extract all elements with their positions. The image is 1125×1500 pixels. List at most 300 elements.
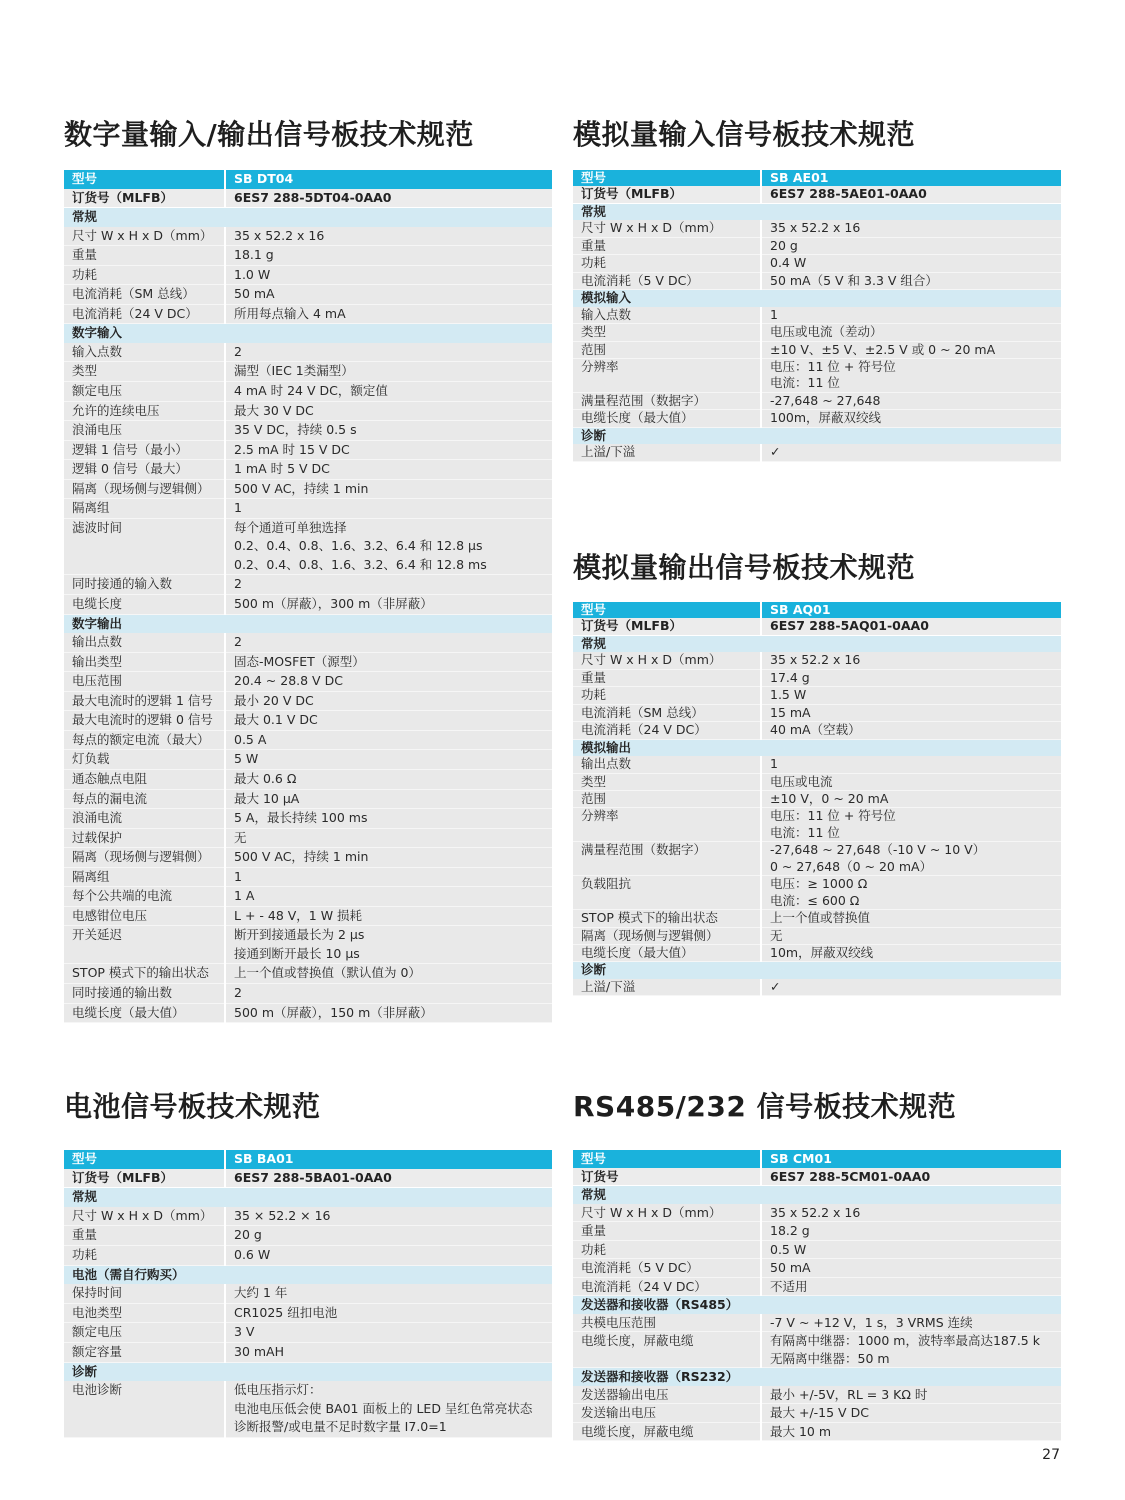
spec-label: 分辨率: [573, 358, 761, 392]
spec-value-line: 0.4 W: [770, 255, 807, 271]
spec-label: 功耗: [64, 1245, 225, 1265]
spec-label: 重量: [573, 1222, 761, 1241]
spec-value: [761, 773, 1061, 790]
spec-label: 重量: [573, 237, 761, 254]
spec-label: 最大电流时的逻辑 1 信号: [64, 691, 225, 711]
spec-value-line: 35 × 52.2 × 16: [234, 1207, 331, 1223]
spec-value-line: 最大 0.1 V DC: [234, 712, 318, 728]
spec-value-line: 低电压指示灯：: [234, 1382, 322, 1398]
spec-value-line: 20.4 ~ 28.8 V DC: [234, 673, 343, 689]
spec-value-line: 无: [234, 829, 247, 845]
spec-value-line: 无: [770, 927, 783, 943]
spec-value-line: 最大 10 μA: [234, 790, 300, 806]
table-row: [573, 669, 1061, 686]
table-row: [64, 1003, 552, 1023]
spec-value: [761, 756, 1061, 773]
spec-label: 浪涌电压: [64, 421, 225, 441]
table-header-row: [64, 1150, 552, 1169]
spec-value-line: 4 mA 时 24 V DC，额定值: [234, 383, 388, 399]
spec-value-line: 500 m（屏蔽），150 m（非屏蔽）: [234, 1004, 433, 1020]
group-label: 数字输出: [64, 614, 552, 633]
spec-label: 允许的连续电压: [64, 401, 225, 421]
spec-label: 逻辑 1 信号（最小）: [64, 440, 225, 460]
table-row: [64, 1226, 552, 1246]
spec-value-line: ✓: [770, 444, 781, 460]
spec-label: 电流消耗（5 V DC）: [573, 272, 761, 289]
group-header-row: [573, 1368, 1061, 1386]
spec-value-line: 1: [234, 868, 242, 884]
spec-value-line: 最小 +/-5V，RL = 3 KΩ 时: [770, 1386, 928, 1402]
table-row: [64, 711, 552, 731]
spec-value: [761, 618, 1061, 635]
spec-value: [225, 1323, 552, 1343]
spec-value: [225, 479, 552, 499]
group-label: 数字输入: [64, 324, 552, 343]
spec-value: [761, 910, 1061, 927]
spec-value: [225, 285, 552, 305]
spec-label: 隔离（现场侧与逻辑侧）: [64, 479, 225, 499]
spec-value-line: L + - 48 V，1 W 损耗: [234, 907, 363, 923]
spec-label: 订货号（MLFB）: [64, 189, 225, 208]
group-header-row: [573, 962, 1061, 979]
spec-value-line: CR1025 纽扣电池: [234, 1304, 338, 1320]
spec-value: [761, 220, 1061, 237]
spec-value-line: 2: [234, 984, 242, 1000]
group-label: 诊断: [573, 427, 1061, 444]
group-label: 诊断: [64, 1362, 552, 1381]
table-row: [573, 255, 1061, 272]
table-row: [64, 421, 552, 441]
spec-value: [761, 808, 1061, 842]
table-row: [64, 1342, 552, 1362]
spec-value-line: 上一个值或替换值: [770, 910, 871, 926]
spec-label: 电流消耗（24 V DC）: [573, 1277, 761, 1296]
spec-value-line: 1.5 W: [770, 687, 807, 703]
spec-label: 电流消耗（24 V DC）: [64, 304, 225, 324]
spec-value: [761, 722, 1061, 739]
spec-value-line: 电压：11 位 + 符号位: [770, 358, 896, 374]
spec-value: [761, 1168, 1061, 1186]
spec-label: 满量程范围（数据字）: [573, 842, 761, 876]
table-row: [64, 633, 552, 652]
spec-value: [225, 887, 552, 907]
spec-value-line: 500 V AC，持续 1 min: [234, 480, 369, 496]
spec-value: [225, 382, 552, 402]
table-row: [64, 652, 552, 672]
spec-value: [761, 1422, 1061, 1441]
table-row: [64, 362, 552, 382]
spec-label: 输出点数: [573, 756, 761, 773]
spec-value: [761, 945, 1061, 962]
spec-value-line: 断开到接通最长为 2 μs: [234, 927, 365, 943]
group-header-row: [573, 203, 1061, 220]
spec-label: 负载阻抗: [573, 876, 761, 910]
spec-value: [761, 358, 1061, 392]
spec-value-line: 6ES7 288-5CM01-0AA0: [770, 1168, 931, 1184]
spec-value-line: 有隔离中继器：1000 m，波特率最高达187.5 k: [770, 1333, 1040, 1348]
spec-value-line: 电池电压低会使 BA01 面板上的 LED 呈红色常亮状态: [234, 1400, 533, 1416]
spec-value-line: 电压或电流: [770, 773, 833, 789]
spec-label: 订货号（MLFB）: [573, 186, 761, 203]
spec-label: STOP 模式下的输出状态: [573, 910, 761, 927]
spec-value-line: 电压：11 位 + 符号位: [770, 808, 896, 824]
table-row: [64, 1303, 552, 1323]
group-header-row: [64, 614, 552, 633]
table-row: [573, 272, 1061, 289]
spec-value: [761, 927, 1061, 944]
group-header-row: [573, 739, 1061, 756]
spec-value: [225, 1381, 552, 1437]
spec-value-line: 20 g: [770, 237, 798, 253]
spec-value: [761, 1404, 1061, 1423]
table-row: [573, 945, 1061, 962]
spec-value: [225, 691, 552, 711]
spec-value: [225, 730, 552, 750]
spec-value: [225, 460, 552, 480]
spec-label: 电感钳位电压: [64, 906, 225, 926]
spec-table-ba01: [64, 1150, 552, 1438]
table-row: [573, 1240, 1061, 1259]
spec-label: 尺寸 W x H x D（mm）: [64, 1207, 225, 1226]
spec-value: [761, 272, 1061, 289]
spec-value: [761, 444, 1061, 461]
spec-value-line: 2: [234, 634, 242, 650]
table-row: [573, 237, 1061, 254]
table-row: [573, 876, 1061, 910]
spec-value-line: 3 V: [234, 1324, 255, 1340]
table-row: [64, 499, 552, 519]
group-label: 发送器和接收器（RS485）: [573, 1296, 1061, 1314]
table-row: [573, 392, 1061, 409]
spec-value: [225, 362, 552, 382]
spec-label: 电流消耗（SM 总线）: [64, 285, 225, 305]
spec-label: 满量程范围（数据字）: [573, 392, 761, 409]
table-row: [64, 672, 552, 692]
spec-label: 输入点数: [573, 307, 761, 324]
spec-label: 电池诊断: [64, 1381, 225, 1437]
table-row: [573, 842, 1061, 876]
spec-value: [225, 518, 552, 575]
spec-label: 电流消耗（5 V DC）: [573, 1259, 761, 1278]
spec-label: 类型: [64, 362, 225, 382]
table-row: [64, 1207, 552, 1226]
spec-value: [225, 1284, 552, 1303]
spec-value-line: 6ES7 288-5AQ01-0AA0: [770, 618, 929, 634]
spec-value-line: 6ES7 288-5BA01-0AA0: [234, 1169, 392, 1185]
spec-label: 滤波时间: [64, 518, 225, 575]
table-header-row: [573, 1150, 1061, 1168]
spec-label: 电缆长度，屏蔽电缆: [573, 1422, 761, 1441]
table-row: [573, 687, 1061, 704]
group-label: 发送器和接收器（RS232）: [573, 1368, 1061, 1386]
spec-label: 分辨率: [573, 808, 761, 842]
spec-value-line: 35 x 52.2 x 16: [770, 652, 861, 668]
spec-label: 尺寸 W x H x D（mm）: [64, 227, 225, 246]
group-label: 常规: [64, 208, 552, 227]
order-number-row: [573, 186, 1061, 203]
spec-label: 类型: [573, 773, 761, 790]
spec-table-ae01: [573, 170, 1061, 462]
spec-label: 输出点数: [64, 633, 225, 652]
group-label: 模拟输出: [573, 739, 1061, 756]
spec-label: 输入点数: [64, 343, 225, 362]
spec-label: 电缆长度（最大值）: [573, 945, 761, 962]
table-row: [64, 246, 552, 266]
spec-value-line: 18.2 g: [770, 1223, 810, 1238]
spec-label: 尺寸 W x H x D（mm）: [573, 220, 761, 237]
spec-value-line: 2: [234, 343, 242, 359]
spec-label: 保持时间: [64, 1284, 225, 1303]
spec-label: 尺寸 W x H x D（mm）: [573, 1204, 761, 1222]
spec-value-line: 0.5 W: [770, 1241, 807, 1257]
spec-value: [225, 906, 552, 926]
group-header-row: [573, 1186, 1061, 1204]
spec-value-line: 2: [234, 576, 242, 592]
spec-value: [225, 343, 552, 362]
spec-label: 发送器输出电压: [573, 1386, 761, 1404]
spec-value-line: 最大 10 m: [770, 1423, 832, 1439]
page-number: 27: [1042, 1447, 1060, 1463]
spec-value: [761, 1332, 1061, 1368]
spec-value-line: 接通到断开最长 10 μs: [234, 945, 360, 961]
spec-value-line: -27,648 ~ 27,648（-10 V ~ 10 V）: [770, 842, 986, 858]
spec-value: [761, 307, 1061, 324]
spec-label: 尺寸 W x H x D（mm）: [573, 652, 761, 669]
spec-value-line: 1: [770, 756, 778, 772]
table-row: [64, 304, 552, 324]
spec-value: [225, 265, 552, 285]
spec-label: 订货号（MLFB）: [573, 618, 761, 635]
spec-value-line: 1: [770, 306, 778, 322]
spec-value: [761, 237, 1061, 254]
order-number-row: [64, 189, 552, 208]
spec-value-line: 10m，屏蔽双绞线: [770, 945, 874, 961]
table-row: [573, 1422, 1061, 1441]
table-row: [573, 704, 1061, 721]
table-row: [64, 479, 552, 499]
spec-label: 开关延迟: [64, 926, 225, 964]
table-row: [64, 730, 552, 750]
spec-value: [761, 186, 1061, 203]
spec-value: [225, 848, 552, 868]
spec-label: 通态触点电阻: [64, 769, 225, 789]
header-model-cell: SB BA01: [225, 1150, 552, 1169]
table-row: [64, 575, 552, 595]
table-row: [64, 964, 552, 984]
spec-value-line: 500 V AC，持续 1 min: [234, 849, 369, 865]
table-row: [64, 887, 552, 907]
spec-value: [761, 1314, 1061, 1332]
spec-label: 电压范围: [64, 672, 225, 692]
group-label: 常规: [573, 203, 1061, 220]
spec-table-aq01: [573, 602, 1061, 996]
spec-label: 电缆长度，屏蔽电缆: [573, 1332, 761, 1368]
group-header-row: [64, 324, 552, 343]
table-row: [64, 691, 552, 711]
spec-value-line: 大约 1 年: [234, 1285, 288, 1301]
table-row: [64, 789, 552, 809]
spec-label: 每点的漏电流: [64, 789, 225, 809]
table-row: [64, 595, 552, 615]
spec-value-line: 100m，屏蔽双绞线: [770, 410, 882, 426]
spec-value: [761, 1204, 1061, 1222]
table-header-row: [573, 602, 1061, 618]
spec-label: STOP 模式下的输出状态: [64, 964, 225, 984]
spec-value-line: 35 x 52.2 x 16: [234, 227, 325, 243]
spec-value: [761, 1222, 1061, 1241]
spec-value: [761, 324, 1061, 341]
spec-label: 电流消耗（SM 总线）: [573, 704, 761, 721]
spec-value-line: 上一个值或替换值（默认值为 0）: [234, 965, 421, 981]
table-row: [573, 444, 1061, 461]
spec-value-line: 5 A，最长持续 100 ms: [234, 810, 368, 826]
spec-value-line: 5 W: [234, 751, 259, 767]
spec-value-line: 电流：11 位: [770, 375, 840, 391]
spec-value: [225, 983, 552, 1003]
spec-value-line: 最小 20 V DC: [234, 692, 314, 708]
table-row: [64, 227, 552, 246]
spec-value: [225, 652, 552, 672]
spec-label: 功耗: [573, 255, 761, 272]
table-row: [64, 1323, 552, 1343]
table-row: [64, 750, 552, 770]
spec-value-line: 0.2、0.4、0.8、1.6、3.2、6.4 和 12.8 ms: [234, 556, 487, 572]
spec-value: [225, 672, 552, 692]
spec-label: 功耗: [64, 265, 225, 285]
order-number-row: [573, 1168, 1061, 1186]
table-row: [64, 460, 552, 480]
spec-value: [225, 1003, 552, 1023]
spec-value-line: 1.0 W: [234, 266, 271, 282]
spec-value-line: 0.5 A: [234, 731, 267, 747]
group-label: 常规: [64, 1188, 552, 1207]
spec-value-line: 6ES7 288-5AE01-0AA0: [770, 186, 927, 202]
spec-label: 功耗: [573, 687, 761, 704]
spec-label: 隔离（现场侧与逻辑侧）: [573, 927, 761, 944]
header-label-cell: 型号: [573, 602, 761, 618]
spec-label: 同时接通的输入数: [64, 575, 225, 595]
spec-label: 每点的额定电流（最大）: [64, 730, 225, 750]
spec-value: [761, 392, 1061, 409]
spec-value: [225, 750, 552, 770]
section-title-cm01: RS485/232 信号板技术规范: [573, 1090, 957, 1123]
table-row: [64, 401, 552, 421]
spec-label: 电缆长度（最大值）: [573, 410, 761, 427]
spec-label: 输出类型: [64, 652, 225, 672]
spec-label: 订货号（MLFB）: [64, 1169, 225, 1188]
spec-value-line: 35 x 52.2 x 16: [770, 1204, 861, 1220]
table-row: [573, 307, 1061, 324]
spec-value: [225, 246, 552, 266]
table-row: [573, 773, 1061, 790]
spec-value: [761, 255, 1061, 272]
spec-value-line: 电压：≥ 1000 Ω: [770, 876, 868, 892]
spec-label: 上溢/下溢: [573, 444, 761, 461]
group-header-row: [64, 1265, 552, 1284]
spec-value: [225, 304, 552, 324]
table-row: [64, 1284, 552, 1303]
spec-value-line: 电流：11 位: [770, 824, 840, 840]
spec-label: 隔离组: [64, 867, 225, 887]
table-row: [64, 926, 552, 964]
group-header-row: [64, 208, 552, 227]
table-row: [573, 1204, 1061, 1222]
table-row: [64, 867, 552, 887]
spec-value-line: 6ES7 288-5DT04-0AA0: [234, 189, 392, 205]
spec-value: [225, 633, 552, 652]
table-row: [64, 1245, 552, 1265]
order-number-row: [64, 1169, 552, 1188]
spec-value: [225, 440, 552, 460]
spec-value: [761, 1386, 1061, 1404]
table-row: [573, 1277, 1061, 1296]
table-row: [573, 756, 1061, 773]
header-model-cell: SB AE01: [761, 170, 1061, 186]
spec-label: 灯负载: [64, 750, 225, 770]
table-row: [64, 848, 552, 868]
spec-value-line: 17.4 g: [770, 669, 810, 685]
spec-value: [761, 669, 1061, 686]
spec-value-line: 电流：≤ 600 Ω: [770, 892, 860, 908]
header-model-cell: SB DT04: [225, 170, 552, 189]
spec-value-line: 不适用: [770, 1278, 808, 1294]
table-row: [64, 828, 552, 848]
table-row: [64, 265, 552, 285]
group-header-row: [573, 635, 1061, 652]
spec-value: [225, 789, 552, 809]
spec-value: [761, 1240, 1061, 1259]
spec-value: [225, 1245, 552, 1265]
group-label: 模拟输入: [573, 290, 1061, 307]
spec-table-cm01: [573, 1150, 1061, 1441]
spec-value-line: 50 mA（5 V 和 3.3 V 组合）: [770, 272, 938, 288]
spec-label: 浪涌电流: [64, 809, 225, 829]
table-row: [573, 910, 1061, 927]
table-row: [573, 979, 1061, 996]
spec-label: 最大电流时的逻辑 0 信号: [64, 711, 225, 731]
spec-value-line: 18.1 g: [234, 247, 274, 263]
order-number-row: [573, 618, 1061, 635]
table-row: [573, 927, 1061, 944]
table-row: [573, 341, 1061, 358]
spec-value-line: 电压或电流（差动）: [770, 324, 883, 340]
spec-label: 重量: [64, 1226, 225, 1246]
group-header-row: [573, 290, 1061, 307]
table-row: [64, 1381, 552, 1437]
spec-label: 每个公共端的电流: [64, 887, 225, 907]
group-label: 常规: [573, 635, 1061, 652]
spec-label: 隔离组: [64, 499, 225, 519]
table-row: [64, 983, 552, 1003]
spec-value: [225, 769, 552, 789]
spec-label: 额定容量: [64, 1342, 225, 1362]
table-row: [64, 285, 552, 305]
spec-value-line: ✓: [770, 978, 781, 994]
table-row: [573, 808, 1061, 842]
spec-value: [225, 711, 552, 731]
spec-value-line: 漏型（IEC 1类漏型）: [234, 363, 354, 379]
spec-value-line: 30 mAH: [234, 1343, 285, 1359]
group-label: 电池（需自行购买）: [64, 1265, 552, 1284]
spec-label: 电缆长度（最大值）: [64, 1003, 225, 1023]
spec-label: 同时接通的输出数: [64, 983, 225, 1003]
spec-value: [761, 687, 1061, 704]
spec-value: [225, 828, 552, 848]
table-row: [573, 1386, 1061, 1404]
spec-label: 共模电压范围: [573, 1314, 761, 1332]
spec-label: 发送输出电压: [573, 1404, 761, 1423]
spec-label: 功耗: [573, 1240, 761, 1259]
